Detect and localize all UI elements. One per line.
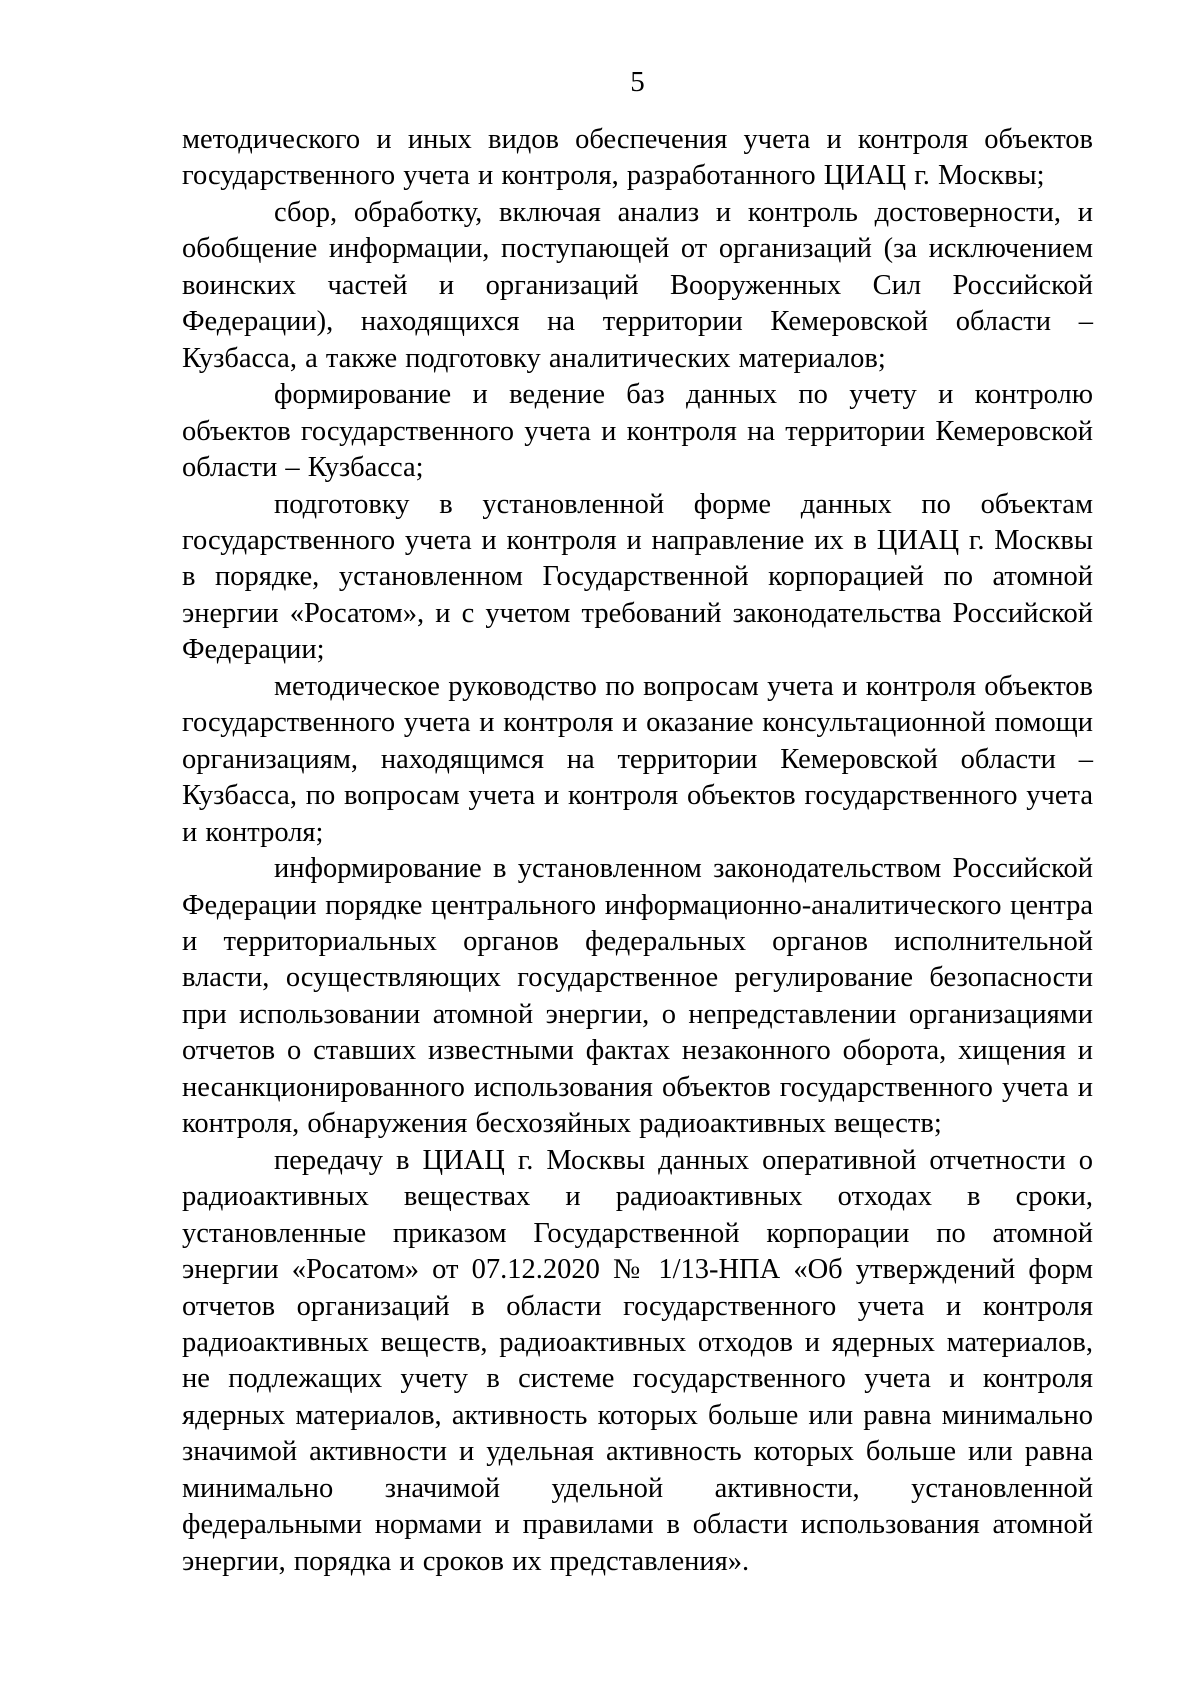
paragraph-methodical-guidance: методическое руководство по вопросам учета и контроля объектов государственного учета и контроля и оказание консультационной помощи организациям, находящимся на территории Кемеровской области – Кузбасса, по вопросам учета и контроля объектов государственного учета и контроля;	[182, 670, 1093, 848]
paragraph-data-preparation: подготовку в установленной форме данных по объектам государственного учета и контроля и направление их в ЦИАЦ г. Москвы в порядке, установленном Государственной корпорацией по атомной энергии «Росатом», и с учетом требований законодательства Российской Федерации;	[182, 488, 1093, 666]
document-body	[182, 122, 1093, 1580]
paragraph-collection: сбор, обработку, включая анализ и контроль достоверности, и обобщение информации, поступающей от организаций (за исключением воинских частей и организаций Вооруженных Сил Российской Федерации), находящихся на территории Кемеровской области – Кузбасса, а также подготовку аналитических материалов;	[182, 196, 1093, 374]
paragraph-informing: информирование в установленном законодательством Российской Федерации порядке центрального информационно-аналитического центра и территориальных органов федеральных органов исполнительной власти, осуществляющих государственное регулирование безопасности при использовании атомной энергии, о непредставлении организациями отчетов о ставших известными фактах незаконного оборота, хищения и несанкционированного использования объектов государственного учета и контроля, обнаружения бесхозяйных радиоактивных веществ;	[182, 853, 1093, 1140]
page-number: 5	[630, 66, 645, 98]
paragraph-reporting: передачу в ЦИАЦ г. Москвы данных оперативной отчетности о радиоактивных веществах и радиоактивных отходах в сроки, установленные приказом Государственной корпорации по атомной энергии «Росатом» от 07.12.2020 № 1/13-НПА «Об утверждений форм отчетов организаций в области государственного учета и контроля радиоактивных веществ, радиоактивных отходов и ядерных материалов, не подлежащих учету в системе государственного учета и контроля ядерных материалов, активность которых больше или равна минимально значимой активности и удельная активность которых больше или равна минимально значимой удельной активности, установленной федеральными нормами и правилами в области использования атомной энергии, порядка и сроков их представления».	[182, 1144, 1093, 1577]
paragraph-databases: формирование и ведение баз данных по учету и контролю объектов государственного учета и контроля на территории Кемеровской области – Кузбасса;	[182, 379, 1093, 484]
paragraph-continuation: методического и иных видов обеспечения учета и контроля объектов государственного учета и контроля, разработанного ЦИАЦ г. Москвы;	[182, 124, 1093, 192]
